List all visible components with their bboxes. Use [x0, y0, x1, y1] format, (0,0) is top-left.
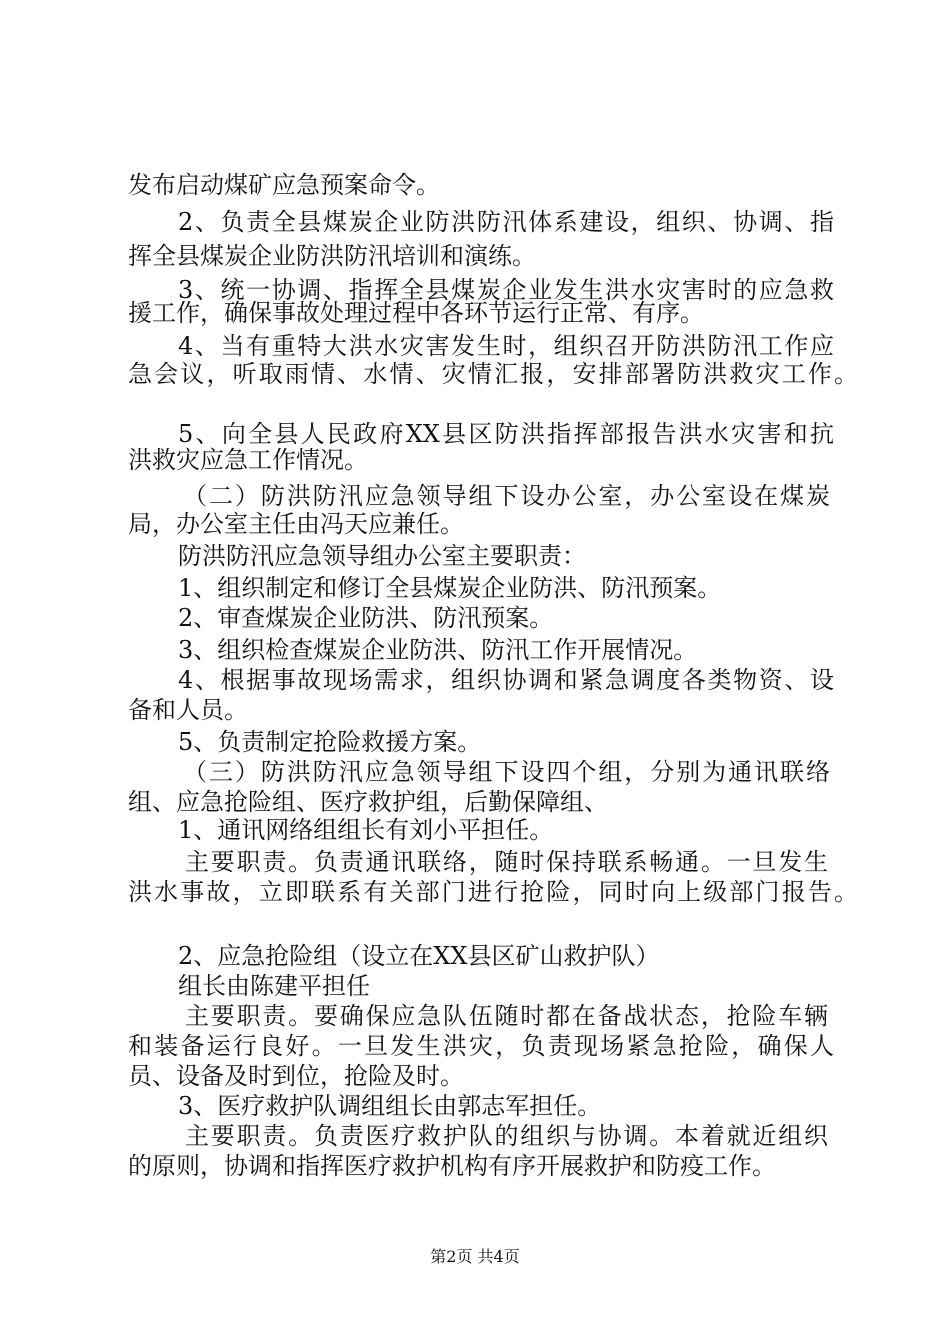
text-line: 3、医疗救护队调组组长由郭志军担任。 [178, 1092, 602, 1120]
text-line: 4、根据事故现场需求，组织协调和紧急调度各类物资、设 [178, 666, 834, 694]
text-line: 3、统一协调、指挥全县煤炭企业发生洪水灾害时的应急救 [178, 276, 834, 304]
text-line: 的原则，协调和指挥医疗救护机构有序开展救护和防疫工作。 [128, 1152, 776, 1180]
text-line: 急会议，听取雨情、水情、灾情汇报，安排部署防洪救灾工作。 [128, 360, 858, 388]
text-line: 5、向全县人民政府XX县区防洪指挥部报告洪水灾害和抗 [178, 420, 834, 448]
text-line: 局，办公室主任由冯天应兼任。 [128, 510, 464, 538]
text-line: 主要职责。要确保应急队伍随时都在备战状态，抢险车辆 [185, 1002, 828, 1030]
text-line: 3、组织检查煤炭企业防洪、防汛工作开展情况。 [178, 636, 698, 664]
page-footer: 第2页 共4页 [430, 1247, 520, 1266]
text-line: 1、组织制定和修订全县煤炭企业防洪、防汛预案。 [178, 574, 722, 602]
text-line: 员、设备及时到位，抢险及时。 [128, 1062, 464, 1090]
text-line: 主要职责。负责通讯联络，随时保持联系畅通。一旦发生 [185, 848, 828, 876]
text-line: （二）防洪防汛应急领导组下设办公室，办公室设在煤炭 [183, 482, 830, 510]
text-line: 防洪防汛应急领导组办公室主要职责： [178, 542, 586, 570]
text-line: 4、当有重特大洪水灾害发生时，组织召开防洪防汛工作应 [178, 332, 834, 360]
text-line: 2、负责全县煤炭企业防洪防汛体系建设，组织、协调、指 [178, 208, 834, 236]
text-line: 发布启动煤矿应急预案命令。 [128, 171, 440, 199]
text-line: 2、应急抢险组（设立在XX县区矿山救护队） [178, 942, 660, 970]
text-line: 洪救灾应急工作情况。 [128, 446, 368, 474]
text-line: 援工作，确保事故处理过程中各环节运行正常、有序。 [128, 299, 704, 327]
text-line: 组、应急抢险组、医疗救护组，后勤保障组、 [128, 788, 608, 816]
text-line: 挥全县煤炭企业防洪防汛培训和演练。 [128, 242, 536, 270]
text-line: 1、通讯网络组组长有刘小平担任。 [178, 816, 554, 844]
text-line: 5、负责制定抢险救援方案。 [178, 728, 482, 756]
text-line: 和装备运行良好。一旦发生洪灾，负责现场紧急抢险，确保人 [128, 1032, 834, 1060]
text-line: 主要职责。负责医疗救护队的组织与协调。本着就近组织 [185, 1122, 828, 1150]
text-line: 2、审查煤炭企业防洪、防汛预案。 [178, 604, 554, 632]
text-line: （三）防洪防汛应急领导组下设四个组，分别为通讯联络 [183, 758, 830, 786]
text-line: 洪水事故，立即联系有关部门进行抢险，同时向上级部门报告。 [128, 878, 858, 906]
text-line: 备和人员。 [128, 696, 248, 724]
text-line: 组长由陈建平担任 [178, 972, 370, 1000]
